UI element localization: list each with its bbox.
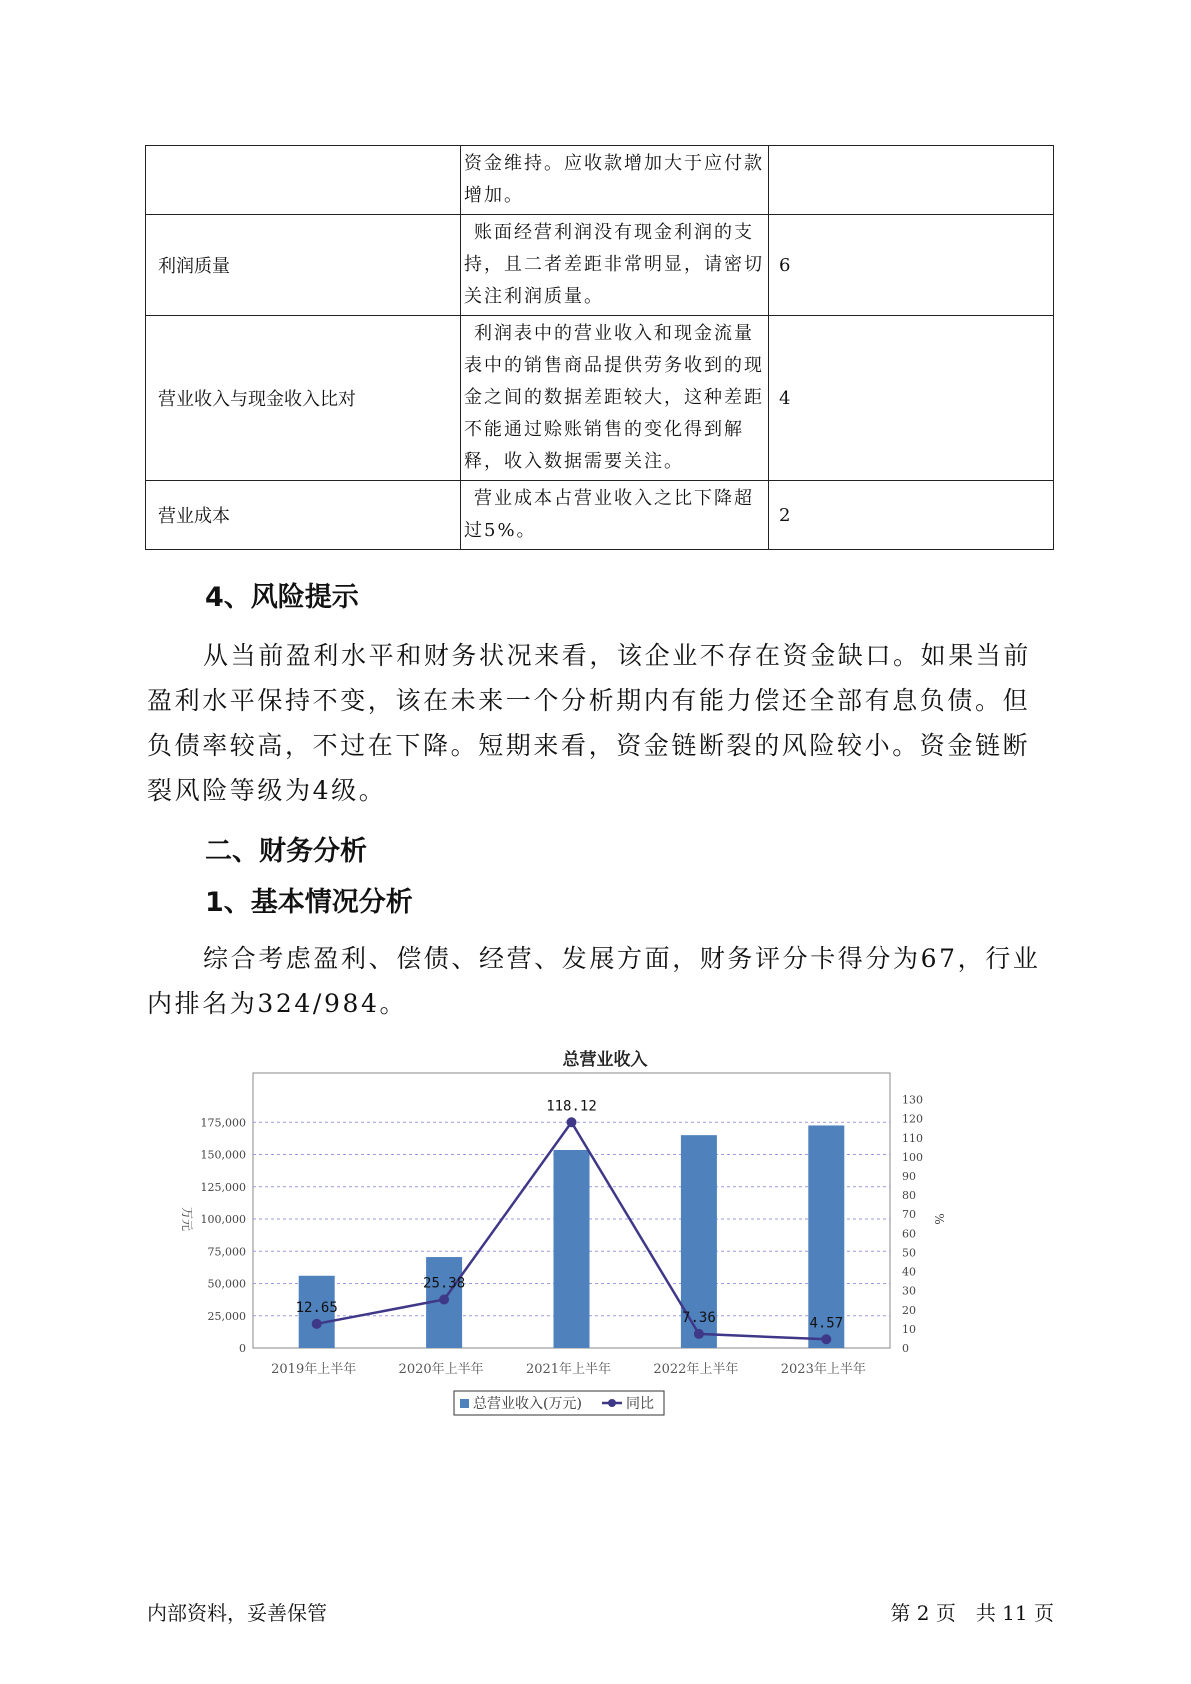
footer-left: 内部资料，妥善保管 [147,1601,327,1625]
y2-tick-label: 50 [902,1246,916,1260]
chart-title: 总营业收入 [562,1050,648,1070]
y2-tick-label: 40 [902,1265,916,1279]
y-tick-label: 50,000 [207,1277,246,1291]
data-label: 25.38 [423,1275,466,1292]
footer-page-number: 第 2 页 共 11 页 [890,1601,1054,1625]
table-cell-score: 4 [769,316,1054,481]
y-tick-label: 25,000 [207,1309,246,1323]
yoy-point [694,1329,704,1339]
yoy-point [312,1319,322,1329]
table-row [146,481,1054,550]
evaluation-table [145,145,1054,550]
section-heading-basic: 1、基本情况分析 [205,887,413,918]
section-text-risk: 从当前盈利水平和财务状况来看，该企业不存在资金缺口。如果当前盈利水平保持不变，该在未来一个分析期内有能力偿还全部有息负债。但负债率较高，不过在下降。短期来看，资金链断裂的风险较小。资金链断裂风险等级为4级。 [147,641,1032,805]
table-cell-desc: 账面经营利润没有现金利润的支持，且二者差距非常明显，请密切关注利润质量。 [461,215,769,316]
data-label: 7.36 [682,1309,716,1326]
table-cell-score [769,146,1054,215]
yoy-point [439,1294,449,1304]
table-row [146,316,1054,481]
y-tick-label: 100,000 [200,1213,246,1226]
table-row [146,146,1054,215]
y2-axis-label: % [932,1213,946,1225]
y-tick-label: 150,000 [200,1148,246,1162]
y-axis-label: 万元 [180,1206,194,1232]
x-tick-label: 2023年上半年 [780,1362,866,1377]
y2-tick-label: 120 [902,1112,923,1126]
y2-tick-label: 30 [902,1284,916,1298]
table-cell-item [146,146,461,215]
data-label: 118.12 [546,1098,597,1115]
y2-tick-label: 110 [902,1131,923,1145]
legend-line-label: 同比 [626,1396,654,1412]
x-tick-label: 2022年上半年 [653,1362,739,1377]
yoy-point [567,1117,577,1127]
y2-tick-label: 70 [902,1208,916,1222]
yoy-point [821,1334,831,1344]
section-heading-financial: 二、财务分析 [205,836,367,867]
y-tick-label: 75,000 [207,1245,246,1259]
table-cell-desc: 营业成本占营业收入之比下降超过5%。 [461,481,769,550]
x-tick-label: 2020年上半年 [398,1362,484,1377]
y2-tick-label: 10 [902,1322,916,1336]
legend-bar-swatch [460,1399,469,1408]
y2-tick-label: 20 [902,1303,916,1317]
y2-tick-label: 100 [902,1150,923,1164]
y2-tick-label: 130 [902,1093,923,1107]
data-label: 12.65 [295,1299,338,1316]
legend-line-marker [608,1399,616,1407]
y2-tick-label: 90 [902,1170,916,1183]
y-tick-label: 0 [239,1342,246,1355]
table-cell-score: 6 [769,215,1054,316]
section-text-basic: 综合考虑盈利、偿债、经营、发展方面，财务评分卡得分为67，行业内排名为324/984。 [147,944,1041,1018]
y2-tick-label: 80 [902,1189,916,1203]
table-cell-item: 利润质量 [146,215,461,316]
table-cell-score: 2 [769,481,1054,550]
table-row [146,215,1054,316]
y-tick-label: 125,000 [200,1180,246,1194]
revenue-chart-svg [170,1045,1040,1505]
y-tick-label: 175,000 [200,1116,246,1130]
revenue-chart [170,1045,1040,1505]
data-label: 4.57 [809,1315,844,1332]
y2-tick-label: 60 [902,1227,916,1241]
x-tick-label: 2021年上半年 [525,1362,612,1377]
table-cell-item: 营业收入与现金收入比对 [146,316,461,481]
y2-tick-label: 0 [902,1342,909,1355]
section-heading-risk: 4、风险提示 [205,582,359,613]
bar [554,1150,590,1348]
table-cell-item: 营业成本 [146,481,461,550]
x-tick-label: 2019年上半年 [271,1362,357,1377]
legend-bar-label: 总营业收入(万元) [473,1396,582,1412]
table-cell-desc: 资金维持。应收款增加大于应付款增加。 [461,146,769,215]
table-cell-desc: 利润表中的营业收入和现金流量表中的销售商品提供劳务收到的现金之间的数据差距较大，这种差距不能通过赊账销售的变化得到解释，收入数据需要关注。 [461,316,769,481]
